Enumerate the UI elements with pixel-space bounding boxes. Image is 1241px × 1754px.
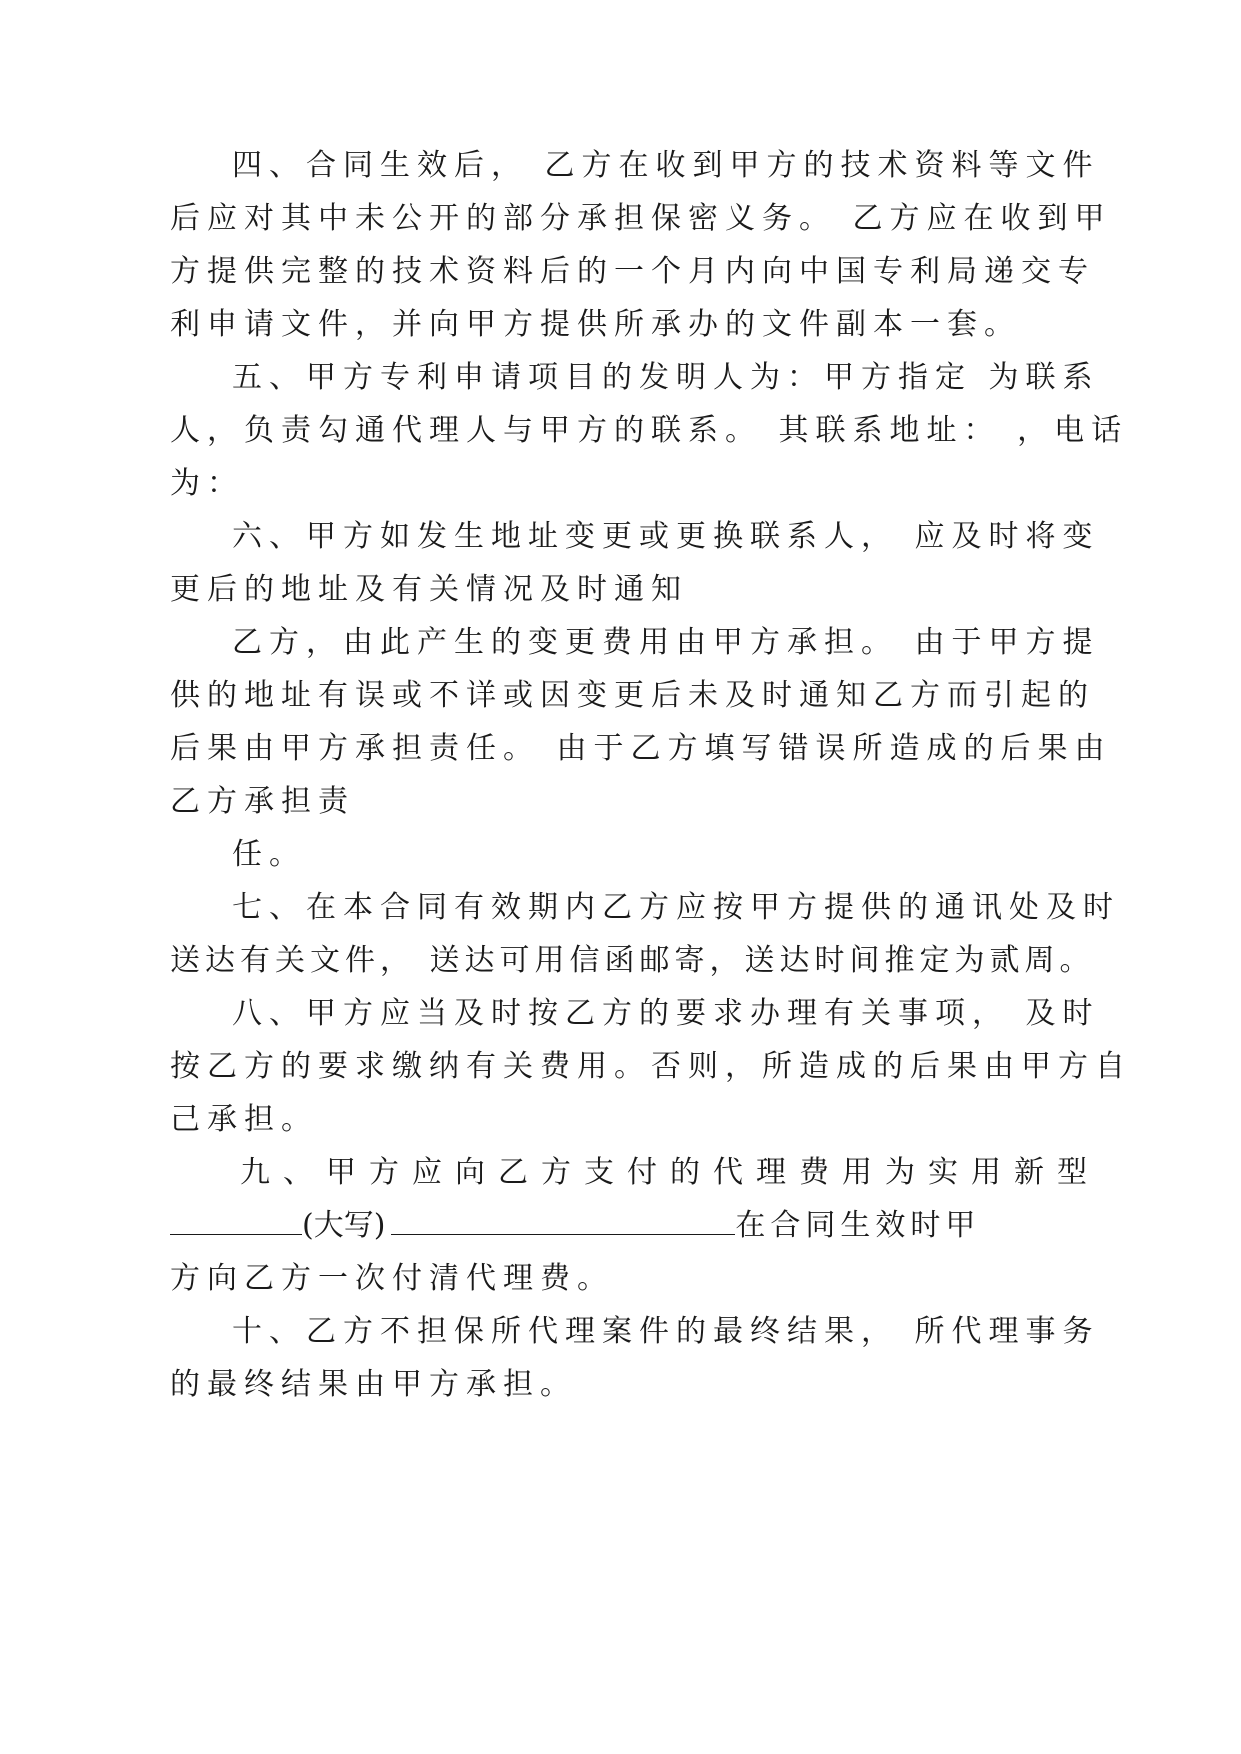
clause-8-line-2: 按乙方的要求缴纳有关费用。否则，所造成的后果由甲方自 <box>170 1049 1132 1084</box>
clause-9-line-2 <box>170 1206 980 1246</box>
clause-6-line-5: 后果由甲方承担责任。 由于乙方填写错误所造成的后果由 <box>170 731 1112 766</box>
clause-7-line-2: 送达有关文件， 送达可用信函邮寄，送达时间推定为贰周。 <box>170 943 1095 978</box>
clause-9-line-1: 九、甲方应向乙方支付的代理费用为实用新型 <box>240 1155 1100 1190</box>
clause-6-line-7: 任。 <box>232 837 306 872</box>
clause-10-line-1: 十、乙方不担保所代理案件的最终结果， 所代理事务 <box>232 1314 1100 1349</box>
clause-7-line-1: 七、在本合同有效期内乙方应按甲方提供的通讯处及时 <box>232 890 1120 925</box>
clause-6-line-6: 乙方承担责 <box>170 784 355 819</box>
clause-6-line-1: 六、甲方如发生地址变更或更换联系人， 应及时将变 <box>232 519 1100 554</box>
clause-5-line-1: 五、甲方专利申请项目的发明人为：甲方指定 为联系 <box>232 360 1100 395</box>
clause-9-line-3: 方向乙方一次付清代理费。 <box>170 1261 614 1296</box>
clause-6-line-3: 乙方，由此产生的变更费用由甲方承担。 由于甲方提 <box>232 625 1100 660</box>
amount-blank-2 <box>391 1206 735 1235</box>
clause-5-line-3: 为： <box>170 466 244 501</box>
clause-8-line-3: 己承担。 <box>170 1102 318 1137</box>
clause-5-line-2: 人，负责勾通代理人与甲方的联系。 其联系地址： ，电话 <box>170 413 1129 448</box>
clause-4-line-3: 方提供完整的技术资料后的一个月内向中国专利局递交专 <box>170 254 1095 289</box>
amount-blank-1 <box>170 1206 302 1235</box>
clause-10-line-2: 的最终结果由甲方承担。 <box>170 1367 577 1402</box>
clause-4-line-2: 后应对其中未公开的部分承担保密义务。 乙方应在收到甲 <box>170 201 1112 236</box>
clause-6-line-4: 供的地址有误或不详或因变更后未及时通知乙方而引起的 <box>170 678 1095 713</box>
clause-8-line-1: 八、甲方应当及时按乙方的要求办理有关事项， 及时 <box>232 996 1100 1031</box>
clause-6-line-2: 更后的地址及有关情况及时通知 <box>170 572 688 607</box>
clause-4-line-4: 利申请文件，并向甲方提供所承办的文件副本一套。 <box>170 307 1021 342</box>
clause-9-line-2-tail: 在合同生效时甲 <box>735 1208 981 1243</box>
clause-4-line-1: 四、合同生效后， 乙方在收到甲方的技术资料等文件 <box>232 148 1100 183</box>
capital-label: (大写) <box>302 1208 386 1243</box>
